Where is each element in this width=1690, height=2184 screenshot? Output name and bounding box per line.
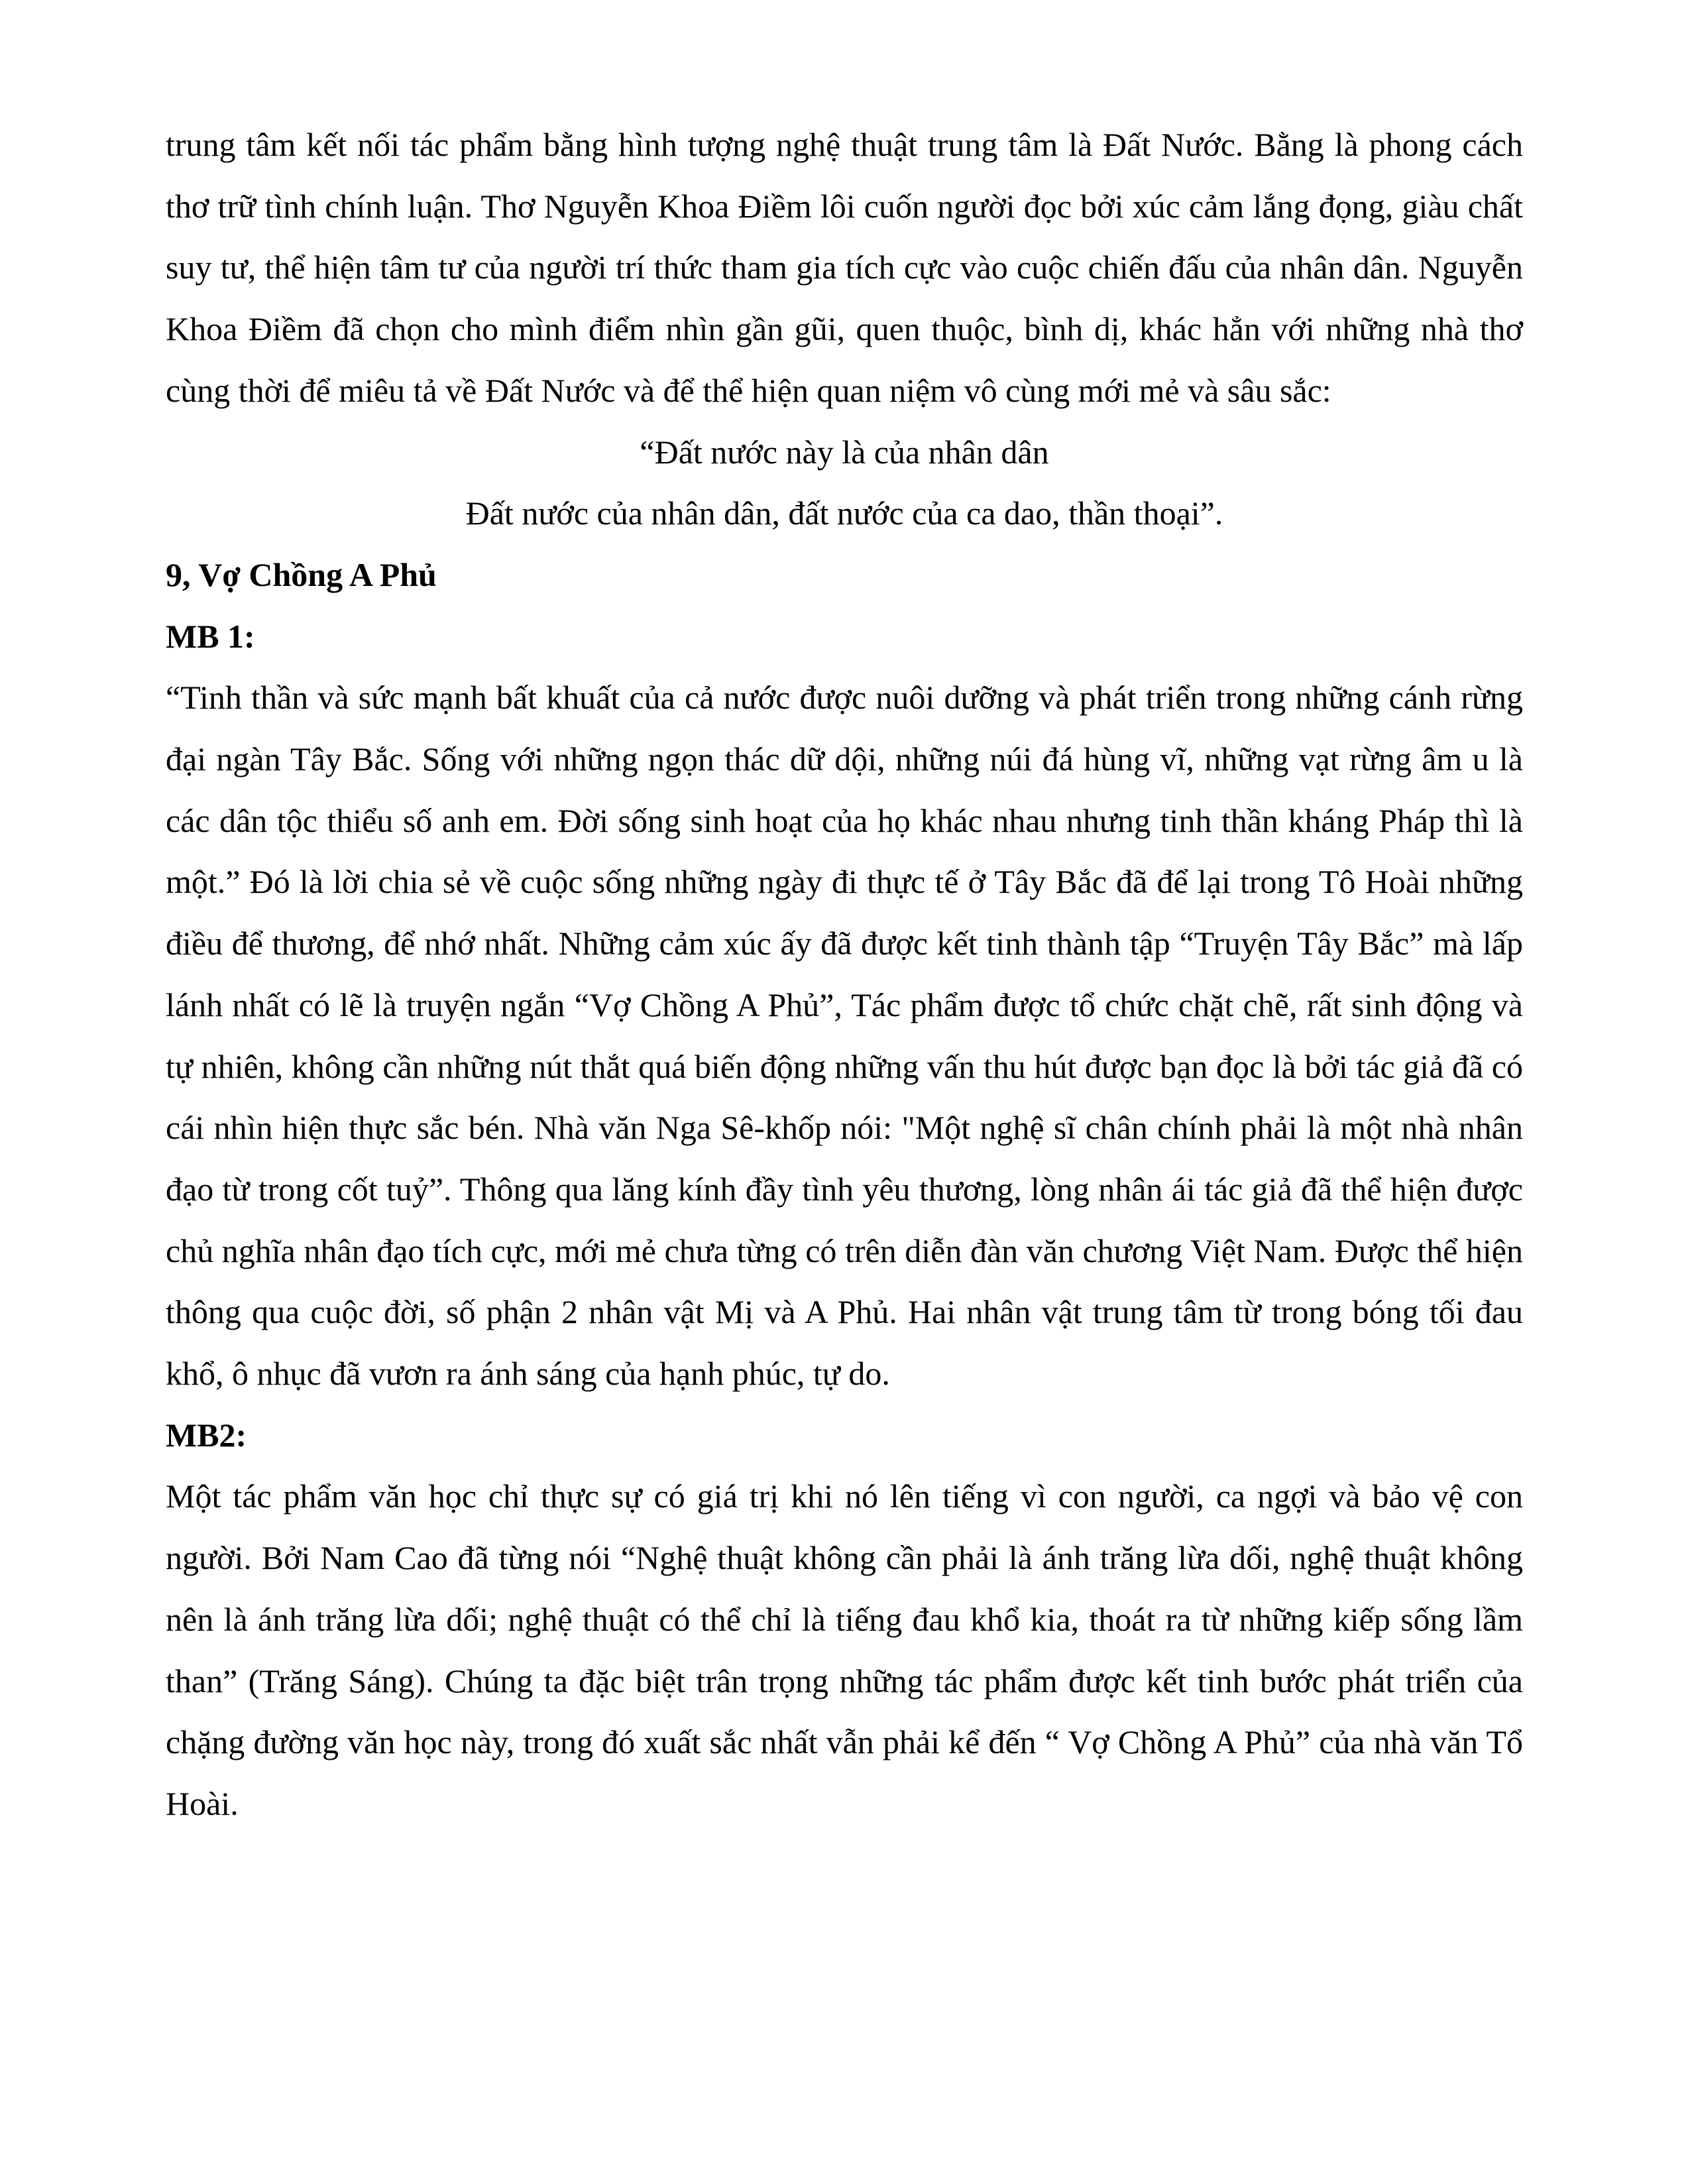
mb1-heading: MB 1: [166,617,255,655]
mb2-paragraph: Một tác phẩm văn học chỉ thực sự có giá trị khi nó lên tiếng vì con người, ca ngợi và bảo vệ con người. Bởi Nam Cao đã từng nói “Nghệ thuật không cần phải là ánh trăng lừa dối, nghệ thuật không nên là ánh trăng lừa dối; nghệ thuật có thể chỉ là tiếng đau khổ kia, thoát ra từ những kiếp sống lầm than” (Trăng Sáng). Chúng ta đặc biệt trân trọng những tác phẩm được kết tinh bước phát triển của chặng đường văn học này, trong đó xuất sắc nhất vẫn phải kể đến “ Vợ Chồng A Phủ” của nhà văn Tổ Hoài. [166,1477,1523,1822]
intro-paragraph: trung tâm kết nối tác phẩm bằng hình tượng nghệ thuật trung tâm là Đất Nước. Bằng là phong cách thơ trữ tình chính luận. Thơ Nguyễn Khoa Điềm lôi cuốn người đọc bởi xúc cảm lắng đọng, giàu chất suy tư, thể hiện tâm tư của người trí thức tham gia tích cực vào cuộc chiến đấu của nhân dân. Nguyễn Khoa Điềm đã chọn cho mình điểm nhìn gần gũi, quen thuộc, bình dị, khác hẳn với những nhà thơ cùng thời để miêu tả về Đất Nước và để thể hiện quan niệm vô cùng mới mẻ và sâu sắc: [166,126,1523,409]
document-page [166,114,1523,1835]
section-heading: 9, Vợ Chồng A Phủ [166,555,437,593]
mb1-paragraph: “Tinh thần và sức mạnh bất khuất của cả nước được nuôi dưỡng và phát triển trong những cánh rừng đại ngàn Tây Bắc. Sống với những ngọn thác dữ dội, những núi đá hùng vĩ, những vạt rừng âm u là các dân tộc thiểu số anh em. Đời sống sinh hoạt của họ khác nhau nhưng tinh thần kháng Pháp thì là một.” Đó là lời chia sẻ về cuộc sống những ngày đi thực tế ở Tây Bắc đã để lại trong Tô Hoài những điều để thương, để nhớ nhất. Những cảm xúc ấy đã được kết tinh thành tập “Truyện Tây Bắc” mà lấp lánh nhất có lẽ là truyện ngắn “Vợ Chồng A Phủ”, Tác phẩm được tổ chức chặt chẽ, rất sinh động và tự nhiên, không cần những nút thắt quá biến động những vấn thu hút được bạn đọc là bởi tác giả đã có cái nhìn hiện thực sắc bén. Nhà văn Nga Sê-khốp nói: "Một nghệ sĩ chân chính phải là một nhà nhân đạo từ trong cốt tuỷ”. Thông qua lăng kính đầy tình yêu thương, lòng nhân ái tác giả đã thể hiện được chủ nghĩa nhân đạo tích cực, mới mẻ chưa từng có trên diễn đàn văn chương Việt Nam. Được thể hiện thông qua cuộc đời, số phận 2 nhân vật Mị và A Phủ. Hai nhân vật trung tâm từ trong bóng tối đau khổ, ô nhục đã vươn ra ánh sáng của hạnh phúc, tự do. [166,679,1523,1393]
quote-line-2: Đất nước của nhân dân, đất nước của ca dao, thần thoại”. [465,494,1223,532]
mb2-heading: MB2: [166,1416,247,1454]
quote-line-1: “Đất nước này là của nhân dân [640,433,1049,471]
